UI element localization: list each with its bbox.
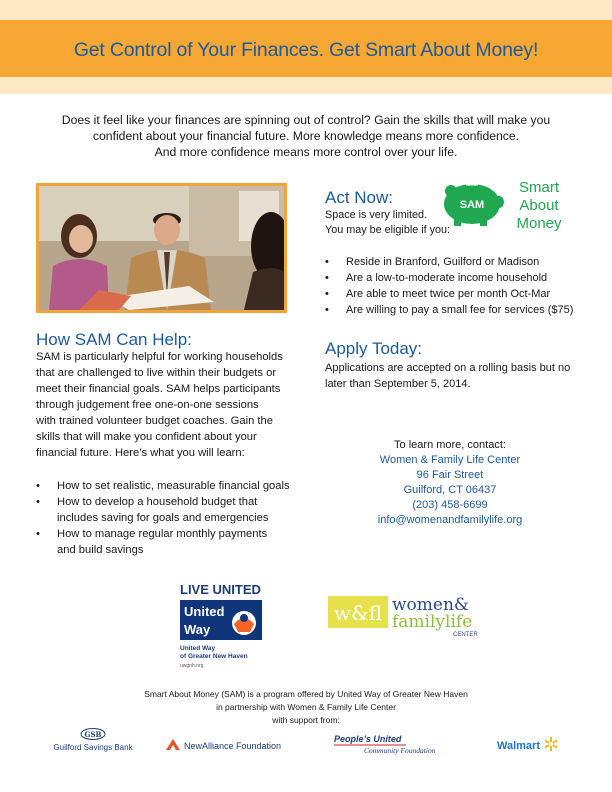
women-family-life-logo — [328, 590, 498, 640]
list-item-text: • Are able to meet twice per month Oct-Mar — [346, 288, 551, 300]
list-item-text: • Are a low-to-moderate income household — [346, 272, 548, 284]
how-sam-text — [36, 349, 306, 461]
united-way-logo — [180, 580, 264, 670]
meeting-photo — [36, 183, 287, 313]
sam-word-about: About — [519, 197, 559, 214]
how-sam-line: that are challenged to live within their budgets or — [36, 367, 277, 379]
contact-city: Guilford, CT 06437 — [403, 484, 497, 496]
page-headline: Get Control of Your Finances. Get Smart About Money! — [73, 39, 539, 61]
how-sam-heading: How SAM Can Help: — [36, 330, 192, 349]
gsb-mark: GSB — [84, 730, 102, 739]
piggy-bank-icon — [442, 176, 572, 234]
peoples-united-text: People’s United — [334, 734, 402, 744]
header-band-top — [0, 0, 612, 20]
contact-phone[interactable]: (203) 458-6699 — [412, 499, 488, 511]
how-sam-line: with trained volunteer budget coaches. Gain the — [36, 415, 273, 427]
united-way-org-2: of Greater New Haven — [180, 653, 248, 660]
peoples-united-emblem — [334, 733, 450, 755]
list-item — [325, 286, 595, 302]
intro-line: confident about your financial future. More knowledge means more confidence. — [92, 129, 520, 143]
list-item — [325, 270, 595, 286]
walmart-logo — [497, 736, 567, 754]
wfl-mark: w&fl — [333, 601, 383, 625]
gsb-name: Guilford Savings Bank — [53, 743, 133, 752]
footer-text — [100, 688, 512, 727]
intro-paragraph — [32, 112, 580, 160]
list-item — [36, 526, 306, 558]
smart-about-money-logo — [442, 176, 572, 234]
act-now-heading: Act Now: — [325, 188, 394, 207]
list-item — [36, 478, 306, 494]
act-now-line: You may be eligible if you: — [325, 224, 451, 236]
wfl-women: women& — [392, 595, 470, 615]
list-item-text: • Are willing to pay a small fee for services ($75) — [346, 304, 574, 316]
contact-street: 96 Fair Street — [416, 469, 484, 481]
wfl-center: CENTER — [453, 632, 478, 638]
list-item-text: • Reside in Branford, Guilford or Madison — [346, 256, 540, 268]
how-sam-line: meet their financial goals. SAM helps participants — [36, 383, 281, 395]
united-way-org-1: United Way — [180, 645, 216, 652]
header-band-bottom — [0, 77, 612, 94]
contact-email[interactable]: info@womenandfamilylife.org — [377, 514, 523, 526]
list-item-text: includes saving for goals and emergencies — [57, 512, 269, 524]
walmart-spark-icon — [544, 737, 557, 751]
united-way-url: uwgnh.org — [180, 663, 204, 669]
meeting-photo-illustration — [39, 186, 284, 310]
list-item-text: • How to manage regular monthly payments — [57, 528, 268, 540]
gsb-emblem — [48, 728, 138, 754]
guilford-savings-bank-logo — [48, 728, 138, 754]
peoples-united-foundation: Community Foundation — [364, 746, 436, 755]
learn-list — [36, 478, 306, 558]
way-text: Way — [184, 622, 211, 637]
how-sam-line: SAM is particularly helpful for working households — [36, 351, 283, 363]
footer-line: with support from: — [272, 715, 340, 725]
apply-line: later than September 5, 2014. — [325, 378, 471, 390]
sam-badge-text: SAM — [459, 199, 485, 211]
list-item — [325, 254, 595, 270]
united-way-emblem — [180, 580, 264, 670]
apply-heading: Apply Today: — [325, 339, 423, 358]
intro-line: And more confidence means more control over your life. — [154, 145, 458, 159]
wfl-familylife: familylife — [392, 612, 473, 632]
contact-org: Women & Family Life Center — [379, 454, 521, 466]
how-sam-line: financial future. Here’s what you will learn: — [36, 447, 245, 459]
contact-intro: To learn more, contact: — [394, 439, 506, 451]
how-sam-line: through judgement free one-on-one sessions — [36, 399, 259, 411]
list-item-text: • How to develop a household budget that — [57, 496, 258, 508]
list-item — [36, 494, 306, 526]
sam-word-money: Money — [516, 215, 562, 232]
newalliance-text: NewAlliance Foundation — [184, 741, 282, 751]
walmart-emblem — [497, 736, 567, 754]
united-text: United — [184, 604, 225, 619]
footer-line: Smart About Money (SAM) is a program offered by United Way of Greater New Haven — [144, 689, 468, 699]
apply-text — [325, 360, 595, 392]
sam-word-smart: Smart — [518, 179, 560, 196]
contact-block — [352, 438, 548, 528]
list-item-text: • How to set realistic, measurable financial goals — [57, 480, 290, 492]
intro-line: Does it feel like your finances are spinning out of control? Gain the skills that will make you — [61, 113, 551, 127]
act-now-line: Space is very limited. — [325, 209, 428, 221]
footer-line: in partnership with Women & Family Life Center — [216, 702, 396, 712]
peoples-united-logo — [334, 733, 450, 755]
list-item — [325, 302, 595, 318]
eligibility-list — [325, 254, 595, 318]
act-now-text — [325, 208, 450, 238]
apply-line: Applications are accepted on a rolling basis but no — [325, 362, 571, 374]
live-united-text: LIVE UNITED — [180, 582, 261, 597]
how-sam-line: skills that will make you confident about your — [36, 431, 257, 443]
list-item-text: and build savings — [57, 544, 144, 556]
walmart-text: Walmart — [497, 740, 540, 752]
wfl-emblem — [328, 590, 498, 640]
newalliance-foundation-logo — [164, 736, 288, 754]
newalliance-emblem — [164, 736, 288, 754]
